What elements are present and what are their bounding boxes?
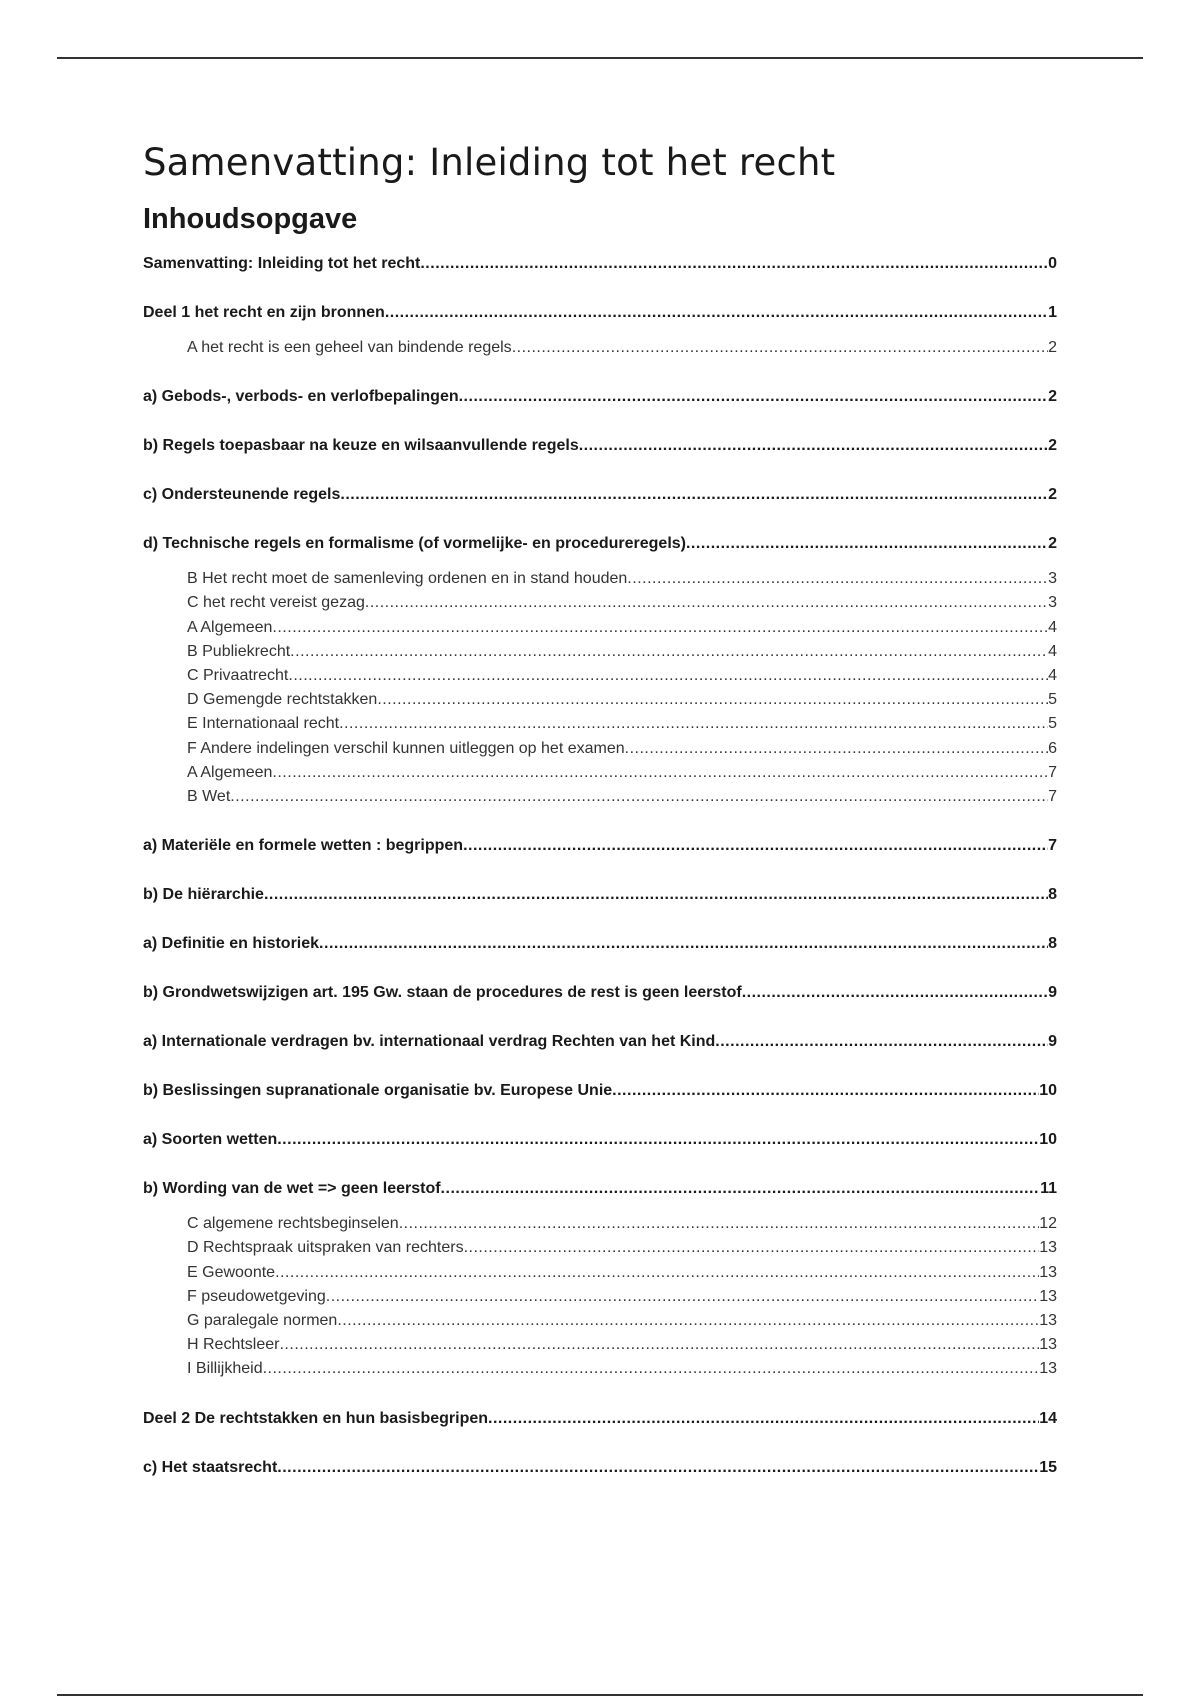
toc-dot-leader	[625, 737, 1048, 761]
toc-entry-title: H Rechtsleer	[187, 1336, 280, 1354]
toc-entry[interactable]	[143, 1333, 1057, 1357]
toc-entry-title: E Internationaal recht	[187, 715, 340, 733]
toc-dot-leader	[264, 883, 1048, 907]
toc-entry[interactable]	[143, 301, 1057, 325]
toc-entry[interactable]	[143, 761, 1057, 785]
toc-entry-title: E Gewoonte	[187, 1263, 276, 1281]
toc-dot-leader	[459, 385, 1048, 409]
toc-dot-leader	[319, 932, 1048, 956]
toc-dot-leader	[326, 1285, 1039, 1309]
toc-page-number: 5	[1048, 715, 1057, 733]
toc-entry-title: B Wet	[187, 788, 231, 806]
toc-dot-leader	[263, 1357, 1040, 1381]
toc-page-number: 13	[1039, 1360, 1057, 1378]
toc-entry-title: G paralegale normen	[187, 1312, 338, 1330]
toc-page-number: 13	[1039, 1312, 1057, 1330]
toc-entry-title: B Het recht moet de samenleving ordenen en in stand houden	[187, 570, 628, 588]
toc-entry[interactable]	[143, 483, 1057, 507]
toc-dot-leader	[337, 1309, 1039, 1333]
toc-entry-title: b) De hiërarchie	[143, 886, 264, 904]
toc-page-number: 9	[1048, 984, 1057, 1002]
footer-rule	[57, 1694, 1143, 1696]
toc-entry-title: C algemene rechtsbeginselen	[187, 1215, 399, 1233]
toc-dot-leader	[272, 616, 1048, 640]
toc-page-number: 3	[1048, 594, 1057, 612]
toc-entry[interactable]	[143, 664, 1057, 688]
toc-entry[interactable]	[143, 1285, 1057, 1309]
toc-page-number: 2	[1048, 388, 1057, 406]
toc-entry[interactable]	[143, 1212, 1057, 1236]
document-body	[143, 136, 1057, 1480]
toc-entry[interactable]	[143, 1030, 1057, 1054]
toc-page-number: 0	[1048, 255, 1057, 272]
toc-entry[interactable]	[143, 1309, 1057, 1333]
toc-dot-leader	[290, 640, 1048, 664]
toc-entry-title: I Billijkheid	[187, 1360, 263, 1378]
toc-dot-leader	[385, 301, 1048, 325]
toc-entry-title: A Algemeen	[187, 763, 273, 781]
table-of-contents	[143, 252, 1057, 1480]
toc-entry-title: Deel 1 het recht en zijn bronnen	[143, 304, 385, 321]
toc-dot-leader	[420, 252, 1048, 276]
toc-entry-title: b) Regels toepasbaar na keuze en wilsaanvullende regels	[143, 437, 579, 455]
toc-page-number: 11	[1040, 1180, 1057, 1198]
toc-entry[interactable]	[143, 252, 1057, 276]
toc-entry-title: A het recht is een geheel van bindende regels	[187, 339, 512, 356]
toc-entry[interactable]	[143, 1128, 1057, 1152]
toc-entry-title: Samenvatting: Inleiding tot het recht	[143, 255, 421, 272]
toc-entry[interactable]	[143, 1079, 1057, 1103]
toc-dot-leader	[463, 834, 1048, 858]
toc-entry[interactable]	[143, 640, 1057, 664]
toc-page-number: 13	[1039, 1287, 1057, 1305]
toc-page-number: 7	[1048, 763, 1057, 781]
toc-page-number: 15	[1039, 1458, 1057, 1476]
toc-entry-title: B Publiekrecht	[187, 642, 291, 660]
toc-entry-title: Deel 2 De rechtstakken en hun basisbegripen	[143, 1409, 489, 1427]
toc-entry[interactable]	[143, 434, 1057, 458]
toc-dot-leader	[272, 761, 1048, 785]
toc-entry-title: c) Ondersteunende regels	[143, 486, 341, 504]
toc-dot-leader	[612, 1079, 1039, 1103]
toc-dot-leader	[277, 1456, 1039, 1480]
toc-entry[interactable]	[143, 385, 1057, 409]
toc-entry-title: a) Materiële en formele wetten : begrippen	[143, 837, 464, 855]
toc-dot-leader	[579, 434, 1048, 458]
toc-dot-leader	[277, 1128, 1039, 1152]
toc-entry[interactable]	[143, 883, 1057, 907]
toc-dot-leader	[230, 785, 1048, 809]
toc-dot-leader	[488, 1407, 1039, 1431]
toc-dot-leader	[288, 664, 1048, 688]
toc-entry[interactable]	[143, 336, 1057, 360]
toc-heading: Inhoudsopgave	[143, 203, 358, 235]
toc-dot-leader	[339, 712, 1048, 736]
toc-page-number: 2	[1048, 437, 1057, 455]
toc-dot-leader	[512, 336, 1048, 360]
toc-entry[interactable]	[143, 932, 1057, 956]
toc-dot-leader	[715, 1030, 1048, 1054]
toc-page-number: 14	[1039, 1409, 1057, 1427]
toc-entry-title: b) Beslissingen supranationale organisatie bv. Europese Unie	[143, 1082, 613, 1100]
toc-page-number: 3	[1048, 570, 1057, 588]
toc-page-number: 7	[1048, 837, 1057, 855]
toc-entry[interactable]	[143, 1357, 1057, 1381]
toc-entry[interactable]	[143, 1177, 1057, 1201]
toc-page-number: 4	[1048, 618, 1057, 636]
toc-dot-leader	[365, 591, 1048, 615]
toc-dot-leader	[686, 532, 1048, 556]
toc-dot-leader	[340, 483, 1048, 507]
toc-entry-title: a) Internationale verdragen bv. internationaal verdrag Rechten van het Kind	[143, 1033, 716, 1051]
toc-entry[interactable]	[143, 688, 1057, 712]
toc-dot-leader	[377, 688, 1048, 712]
toc-entry-title: D Rechtspraak uitspraken van rechters	[187, 1239, 464, 1257]
toc-page-number: 2	[1048, 339, 1057, 356]
toc-page-number: 8	[1048, 886, 1057, 904]
toc-page-number: 13	[1039, 1263, 1057, 1281]
toc-page-number: 7	[1048, 788, 1057, 806]
toc-page-number: 2	[1048, 486, 1057, 504]
toc-entry-title: d) Technische regels en formalisme (of vormelijke- en procedureregels)	[143, 535, 686, 553]
toc-page-number: 8	[1048, 935, 1057, 953]
toc-entry[interactable]	[143, 712, 1057, 736]
toc-entry[interactable]	[143, 1407, 1057, 1431]
header-rule	[57, 57, 1143, 59]
toc-entry-title: A Algemeen	[187, 618, 273, 636]
toc-entry[interactable]	[143, 1236, 1057, 1260]
toc-page-number: 2	[1048, 535, 1057, 553]
toc-entry[interactable]	[143, 1456, 1057, 1480]
toc-dot-leader	[399, 1212, 1040, 1236]
toc-page-number: 4	[1048, 667, 1057, 685]
toc-entry[interactable]	[143, 567, 1057, 591]
toc-entry[interactable]	[143, 737, 1057, 761]
toc-entry-title: b) Grondwetswijzigen art. 195 Gw. staan de procedures de rest is geen leerstof	[143, 984, 742, 1002]
toc-entry[interactable]	[143, 532, 1057, 556]
toc-page-number: 10	[1039, 1131, 1057, 1149]
toc-page-number: 1	[1048, 304, 1057, 321]
toc-entry-title: C het recht vereist gezag	[187, 594, 365, 612]
toc-entry-title: a) Soorten wetten	[143, 1131, 278, 1149]
toc-entry[interactable]	[143, 834, 1057, 858]
toc-page-number: 13	[1039, 1239, 1057, 1257]
toc-entry-title: C Privaatrecht	[187, 667, 289, 685]
toc-dot-leader	[441, 1177, 1041, 1201]
toc-entry-title: a) Gebods-, verbods- en verlofbepalingen	[143, 388, 459, 406]
toc-dot-leader	[275, 1261, 1039, 1285]
toc-dot-leader	[627, 567, 1048, 591]
toc-entry[interactable]	[143, 1261, 1057, 1285]
toc-entry-title: F pseudowetgeving	[187, 1287, 326, 1305]
toc-page-number: 10	[1039, 1082, 1057, 1100]
toc-page-number: 4	[1048, 642, 1057, 660]
toc-entry-title: a) Definitie en historiek	[143, 935, 320, 953]
toc-dot-leader	[464, 1236, 1040, 1260]
toc-entry[interactable]	[143, 785, 1057, 809]
toc-dot-leader	[742, 981, 1048, 1005]
toc-entry[interactable]	[143, 616, 1057, 640]
toc-page-number: 12	[1039, 1215, 1057, 1233]
toc-page-number: 5	[1048, 691, 1057, 709]
toc-entry-title: c) Het staatsrecht	[143, 1458, 278, 1476]
toc-entry[interactable]	[143, 591, 1057, 615]
toc-entry[interactable]	[143, 981, 1057, 1005]
toc-entry-title: D Gemengde rechtstakken	[187, 691, 378, 709]
toc-dot-leader	[279, 1333, 1039, 1357]
toc-page-number: 6	[1048, 739, 1057, 757]
toc-entry-title: b) Wording van de wet => geen leerstof	[143, 1180, 441, 1198]
document-title: Samenvatting: Inleiding tot het recht	[143, 141, 836, 184]
toc-entry-title: F Andere indelingen verschil kunnen uitleggen op het examen	[187, 739, 625, 757]
toc-page-number: 9	[1048, 1033, 1057, 1051]
toc-page-number: 13	[1039, 1336, 1057, 1354]
